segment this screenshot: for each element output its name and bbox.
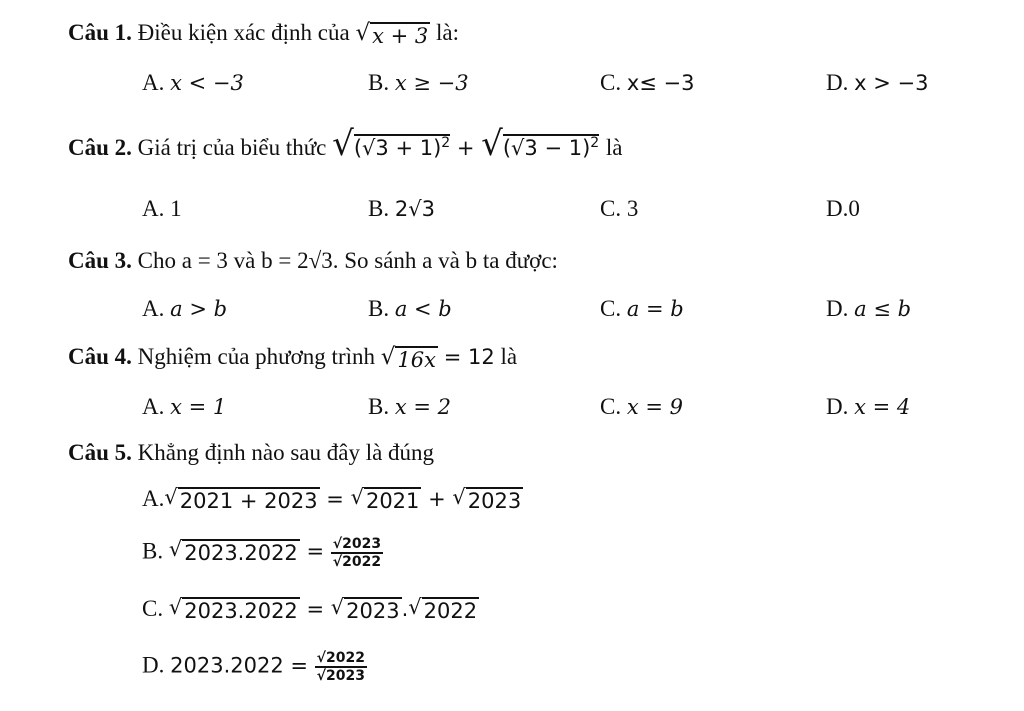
q4-option-d: D. x = 4 (826, 394, 911, 419)
q1-option-d: D. x > −3 (826, 70, 929, 95)
q5-option-b: B. √ 2023.2022 = $\frac{√2023}{√2022}$ (142, 536, 382, 570)
q3-option-d: D. a ≤ b (826, 296, 912, 321)
q5-option-c: C. √ 2023.2022 = √ 2023 . √ 2022 (142, 595, 478, 623)
q2-option-a: A. 1 (142, 196, 182, 221)
question-5-text: Khẳng định nào sau đây là đúng (137, 440, 435, 465)
radicand: x + 3 (372, 23, 429, 48)
question-2-text: Giá trị của biểu thức (137, 135, 327, 160)
q2-option-d: D.0 (826, 196, 860, 221)
question-2-label: Câu 2. (68, 135, 132, 160)
q3-option-a: A. a > b (142, 296, 228, 321)
q1-option-c: C. x≤ −3 (600, 70, 695, 95)
question-4-text: Nghiệm của phương trình (137, 344, 375, 369)
question-3 (68, 248, 558, 274)
q1-option-b: B. x ≥ −3 (368, 70, 469, 95)
question-2-suffix: là (605, 135, 623, 160)
sqrt-expression: √ 16x (380, 343, 436, 372)
question-5-label: Câu 5. (68, 440, 132, 465)
q2-option-c: C. 3 (600, 196, 639, 221)
q5-option-d: D. 2023.2022 = $\frac{√2022}{√2023}$ (142, 650, 365, 684)
q2-option-b: B. 2√3 (368, 196, 435, 221)
q3-option-b: B. a < b (368, 296, 452, 321)
question-3-label: Câu 3. (68, 248, 132, 273)
question-1-text: Điều kiện xác định của (137, 20, 350, 45)
question-4-label: Câu 4. (68, 344, 132, 369)
q4-option-c: C. x = 9 (600, 394, 683, 419)
question-4: Câu 4. Nghiệm của phương trình √ 16x = 12 là (68, 343, 518, 372)
question-5 (68, 440, 434, 466)
q1-option-a: A. x < −3 (142, 70, 244, 95)
question-3-text: Cho a = 3 và b = 2√3. So sánh a và b ta được: (137, 248, 558, 273)
question-1 (68, 20, 459, 48)
q3-option-c: C. a = b (600, 296, 684, 321)
question-2 (68, 124, 622, 164)
radical-expression: $√(√3 + 1)^2 + √(√3 - 1)^2$ (332, 124, 600, 164)
question-1-label: Câu 1. (68, 20, 132, 45)
q5-option-a: A. √ 2021 + 2023 = √ 2021 + √ 2023 (142, 485, 522, 513)
q4-option-b: B. x = 2 (368, 394, 451, 419)
sqrt-expression: √ x + 3 (355, 19, 429, 48)
q4-option-a: A. x = 1 (142, 394, 227, 419)
question-1-suffix: là: (436, 20, 459, 45)
